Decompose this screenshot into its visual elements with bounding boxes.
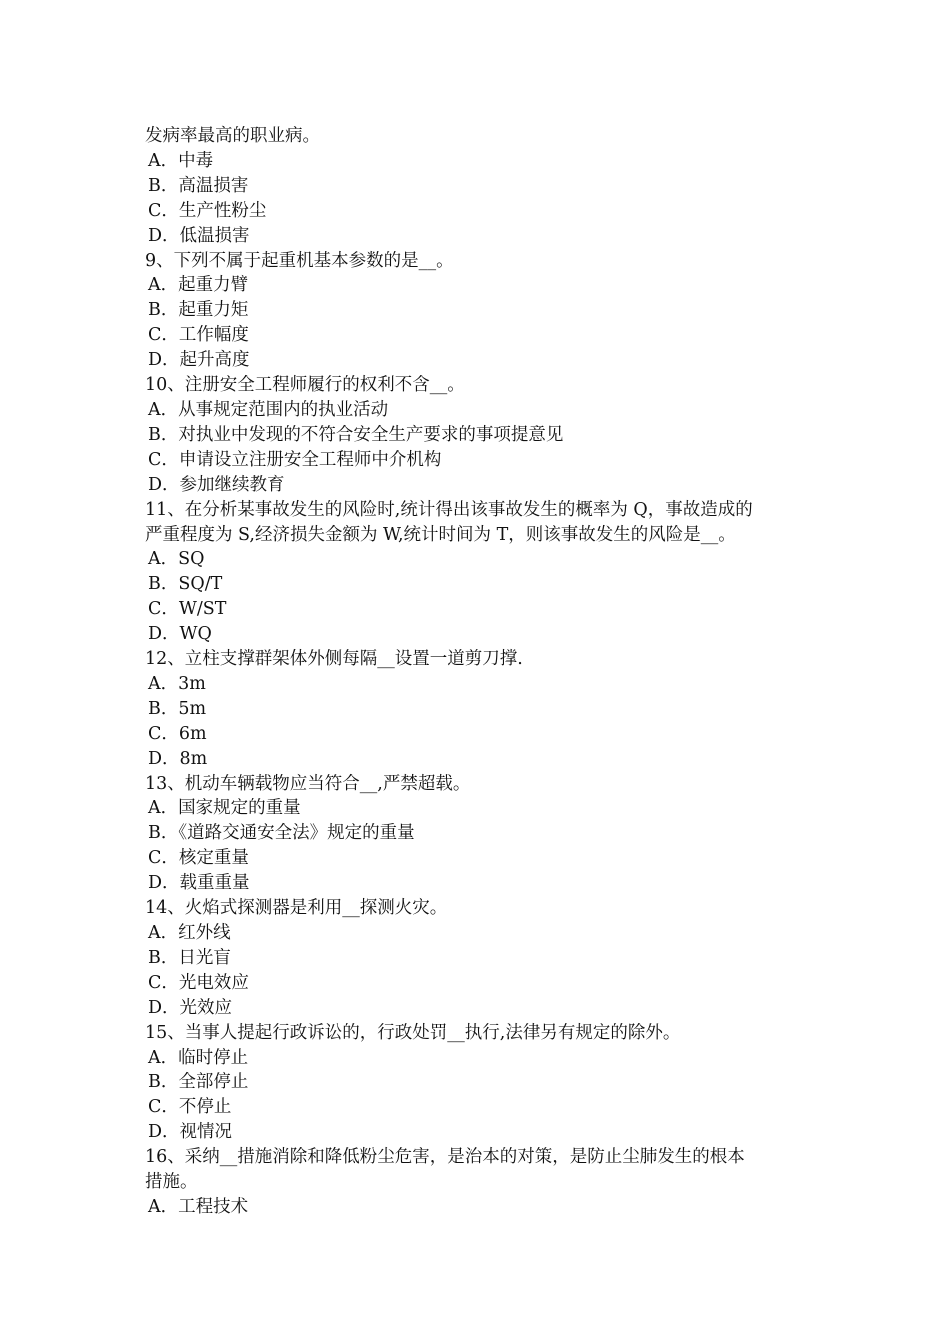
answer-option: B．起重力矩 xyxy=(148,300,249,321)
answer-option: B．全部停止 xyxy=(148,1072,249,1093)
answer-option: B．对执业中发现的不符合安全生产要求的事项提意见 xyxy=(148,424,564,445)
answer-option: A．从事规定范围内的执业活动 xyxy=(148,399,389,420)
answer-option: D．WQ xyxy=(148,624,212,645)
question-text: 14、火焰式探测器是利用__探测火灾。 xyxy=(145,898,448,919)
question-text: 11、在分析某事故发生的风险时,统计得出该事故发生的概率为 Q，事故造成的 xyxy=(145,499,753,520)
answer-option: D．参加继续教育 xyxy=(148,474,285,495)
question-text: 9、下列不属于起重机基本参数的是__。 xyxy=(145,250,454,271)
answer-option: B．高温损害 xyxy=(148,175,249,196)
answer-option: D．光效应 xyxy=(148,997,233,1018)
answer-option: A．中毒 xyxy=(148,150,214,171)
question-text: 15、当事人提起行政诉讼的，行政处罚__执行,法律另有规定的除外。 xyxy=(145,1022,681,1043)
question-text: 13、机动车辆载物应当符合__,严禁超载。 xyxy=(145,773,471,794)
answer-option: B．5m xyxy=(148,698,207,719)
answer-option: C．不停止 xyxy=(148,1097,232,1118)
answer-option: C．生产性粉尘 xyxy=(148,200,267,221)
document-body xyxy=(145,124,815,1220)
answer-option: D．载重重量 xyxy=(148,873,250,894)
answer-option: A．起重力臂 xyxy=(148,275,249,296)
question-text: 措施。 xyxy=(145,1172,198,1193)
answer-option: D．视情况 xyxy=(148,1122,233,1143)
answer-option: A．国家规定的重量 xyxy=(148,798,301,819)
answer-option: A．红外线 xyxy=(148,923,231,943)
question-text: 发病率最高的职业病。 xyxy=(145,126,320,146)
question-text: 10、注册安全工程师履行的权利不含__。 xyxy=(145,375,465,396)
answer-option: A．临时停止 xyxy=(148,1047,249,1068)
answer-option: D．8m xyxy=(148,748,208,769)
answer-option: B．《道路交通安全法》规定的重量 xyxy=(148,823,415,844)
question-text: 16、采纳__措施消除和降低粉尘危害，是治本的对策，是防止尘肺发生的根本 xyxy=(145,1147,745,1168)
answer-option: C．6m xyxy=(148,723,207,744)
answer-option: C．W/ST xyxy=(148,599,227,620)
answer-option: C．工作幅度 xyxy=(148,325,249,346)
answer-option: D．低温损害 xyxy=(148,225,250,246)
answer-option: C．光电效应 xyxy=(148,972,249,993)
answer-option: D．起升高度 xyxy=(148,350,250,371)
answer-option: C．核定重量 xyxy=(148,848,249,869)
answer-option: A．工程技术 xyxy=(148,1196,249,1217)
answer-option: C．申请设立注册安全工程师中介机构 xyxy=(148,449,442,470)
answer-option: A．SQ xyxy=(148,549,205,570)
answer-option: B．SQ/T xyxy=(148,574,223,595)
question-text: 12、立柱支撑群架体外侧每隔__设置一道剪刀撑. xyxy=(145,649,523,670)
question-text: 严重程度为 S,经济损失金额为 W,统计时间为 T，则该事故发生的风险是__。 xyxy=(145,524,736,545)
answer-option: B．日光盲 xyxy=(148,947,231,968)
answer-option: A．3m xyxy=(148,673,206,694)
